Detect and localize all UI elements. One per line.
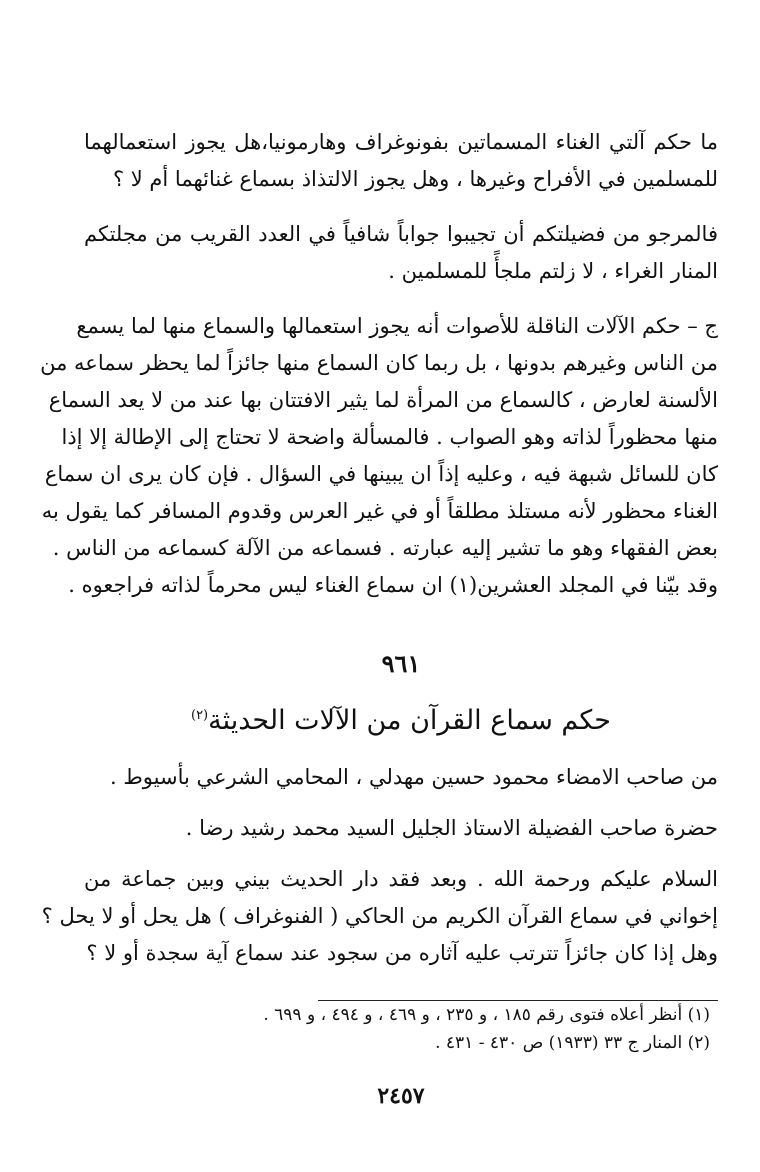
text-line: وقد بيّنا في المجلد العشرين(١) ان سماع الغناء ليس محرماً لذاته فراجعوه . — [68, 573, 718, 597]
from-line: من صاحب الامضاء محمود حسين مهدلي ، المحامي الشرعي بأسيوط . — [110, 765, 718, 789]
question-paragraph-1 — [84, 124, 718, 198]
text-line: إخواني في سماع القرآن الكريم من الحاكي ( الفنوغراف ) هل يحل أو لا يحل ؟ — [41, 904, 718, 928]
footnote-2: (٢) المنار ج ٣٣ (١٩٣٣) ص ٤٣٠ - ٤٣١ . — [435, 1033, 710, 1053]
text-line: كان للسائل شبهة فيه ، وعليه إذاً ان يبينها في السؤال . فإن كان يرى ان سماع — [44, 462, 718, 486]
fatwa-title — [84, 694, 718, 743]
text-line: للمسلمين في الأفراح وغيرها ، وهل يجوز الالتذاذ بسماع غنائهما أم لا ؟ — [112, 167, 718, 191]
answer-paragraph — [40, 308, 718, 604]
fatwa-title-text: حكم سماع القرآن من الآلات الحديثة — [208, 705, 611, 736]
page-number: ٢٤٥٧ — [377, 1083, 425, 1109]
text-line: الألسنة لعارض ، كالسماع من المرأة لما يثير الافتتان بها عند من لا يعد السماع — [48, 388, 718, 412]
question-paragraph-2 — [84, 216, 718, 290]
to-line: حضرة صاحب الفضيلة الاستاذ الجليل السيد محمد رشيد رضا . — [185, 816, 718, 840]
question-text — [41, 861, 718, 972]
text-line: فالمرجو من فضيلتكم أن تجيبوا جواباً شافياً في العدد القريب من مجلتكم — [84, 222, 718, 246]
text-line: ما حكم آلتي الغناء المسماتين بفونوغراف وهارمونيا،هل يجوز استعمالهما — [84, 130, 718, 154]
footnote-1: (١) أنظر أعلاه فتوى رقم ١٨٥ ، و ٢٣٥ ، و ٤٦٩ ، و ٤٩٤ ، و ٦٩٩ . — [263, 1005, 710, 1025]
fatwa-number: ٩٦١ — [381, 649, 421, 678]
fatwa-title-footnote-ref: (٢) — [190, 708, 209, 723]
text-line: منها محظوراً لذاته وهو الصواب . فالمسألة واضحة لا تحتاج إلى الإطالة إلا إذا — [61, 425, 718, 449]
text-line: وهل إذا كان جائزاً تترتب عليه آثاره من سجود عند سماع آية سجدة أو لا ؟ — [86, 941, 718, 965]
text-line: ج – حكم الآلات الناقلة للأصوات أنه يجوز استعمالها والسماع منها لما يسمع — [76, 314, 718, 338]
text-line: السلام عليكم ورحمة الله . وبعد فقد دار الحديث بيني وبين جماعة من — [84, 867, 718, 891]
text-line: الغناء محظور لأنه مستلذ مطلقاً أو في غير العرس وقدوم المسافر كما يقول به — [41, 499, 718, 523]
text-line: بعض الفقهاء وهو ما تشير إليه عبارته . فسماعه من الآلة كسماعه من الناس . — [52, 536, 718, 560]
text-line: المنار الغراء ، لا زلتم ملجأً للمسلمين . — [388, 259, 718, 283]
text-line: من الناس وغيرهم بدونها ، بل ربما كان السماع منها جائزاً لما يحظر سماعه من — [40, 351, 718, 375]
